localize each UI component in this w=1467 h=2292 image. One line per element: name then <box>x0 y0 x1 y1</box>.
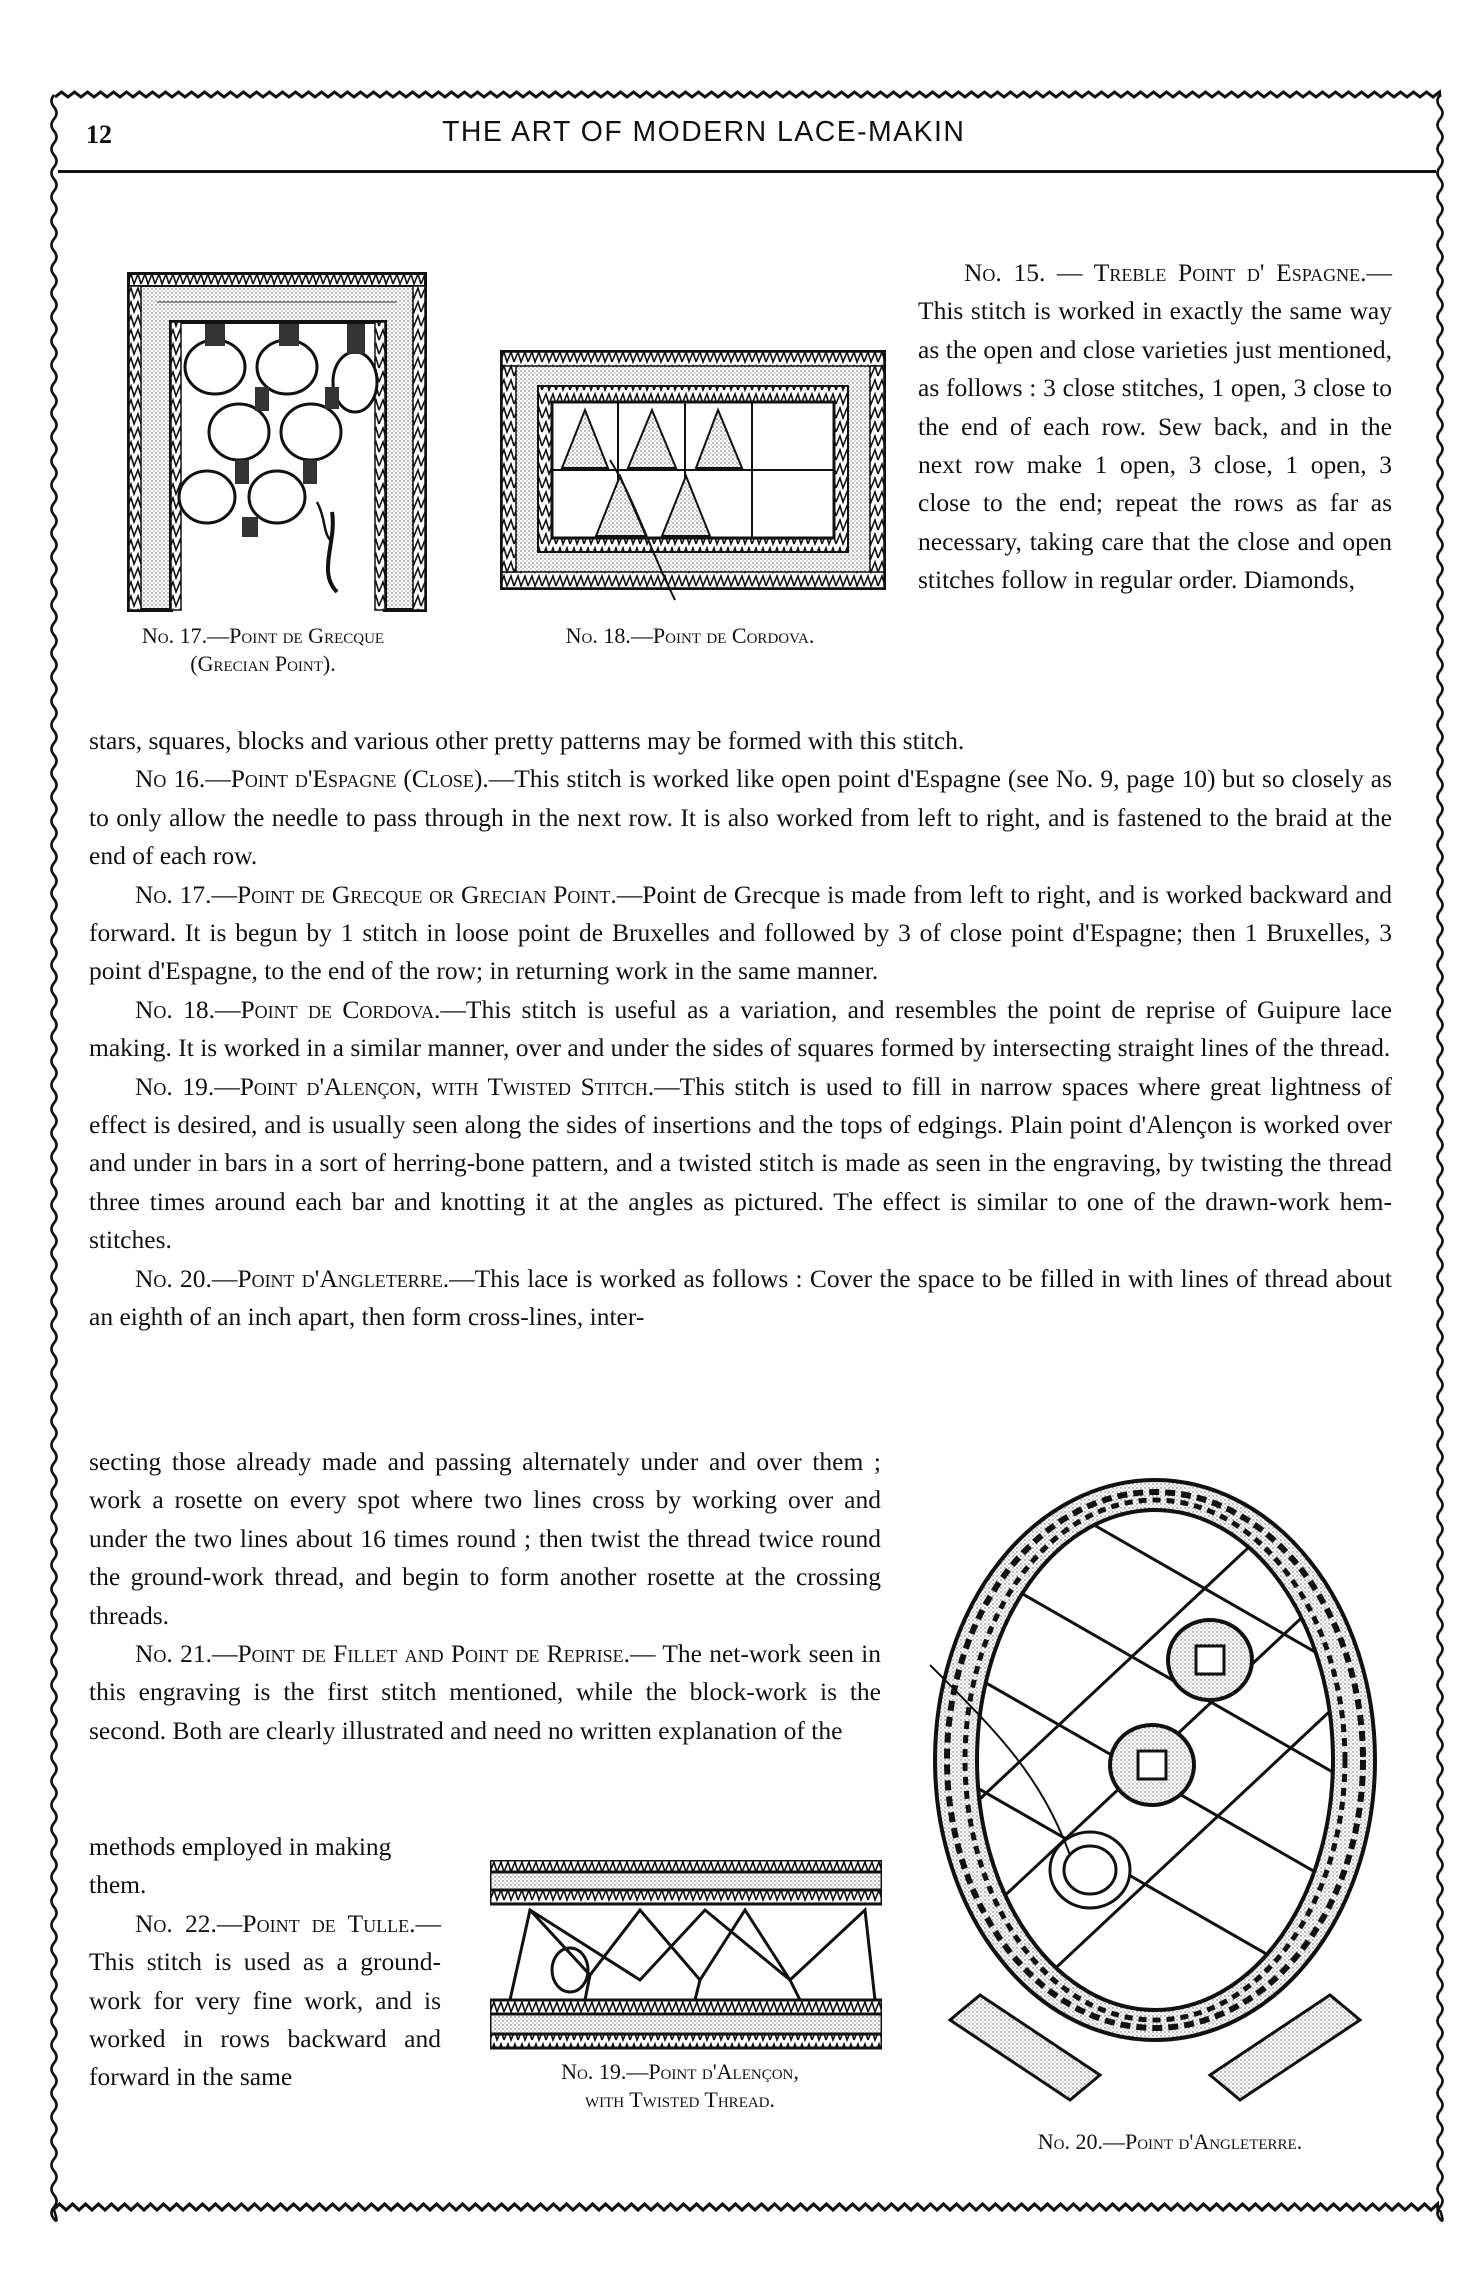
section-no18-heading: No. 18.—Point de Cordova. <box>135 994 441 1024</box>
section-no18-paragraph <box>89 991 1392 1068</box>
cordova-point-illustration <box>500 350 886 602</box>
section-no21-paragraph <box>89 1635 881 1750</box>
border-bottom-wave <box>53 2204 1438 2210</box>
section-no22-body: —This stitch is used as a ground-work for very fine work, and is worked in rows backward and forward in the same <box>89 1908 441 2092</box>
section-no20-paragraph <box>89 1260 1392 1337</box>
figure-19-caption <box>470 2058 890 2114</box>
section-no16-body: —This stitch is worked like open point d'Espagne (see No. 9, page 10) but so closely as to only allow the needle to pass through in the next row. It is also worked from left to right, and is fastened to the braid at the end of each row. <box>89 764 1393 871</box>
section-no19-body: —This stitch is used to fill in narrow spaces where great lightness of effect is desired, and is usually seen along the sides of insertions and the tops of edgings. Plain point d'Alençon is worked over and under in bars in a sort of herring-bone pattern, and a twisted stitch is made as seen in the engraving, by twisting the thread three times around each bar and knotting it at the angles as pictured. The effect is similar to one of the drawn-work hem-stitches. <box>89 1071 1392 1255</box>
figure-19-point-dalencon <box>490 1860 882 2050</box>
section-no17-heading: No. 17.—Point de Grecque or Grecian Point. <box>135 879 617 909</box>
figure-19-caption-line1: No. 19.—Point d'Alençon, <box>561 2059 799 2084</box>
figure-19-caption-line2: with Twisted Thread. <box>584 2087 776 2112</box>
grecian-point-illustration <box>127 272 427 612</box>
section-no15-continued: stars, squares, blocks and various other pretty patterns may be formed with this stitch. <box>89 726 965 755</box>
figure-18-point-de-cordova <box>500 350 886 602</box>
section-no15-heading: No. 15. — Treble Point d' Espagne. <box>964 258 1367 287</box>
section-no18-body: —This stitch is useful as a variation, and resembles the point de reprise of Guipure lace making. It is worked in a similar manner, over and under the sides of squares formed by intersecting straight lines of the thread. <box>89 994 1392 1063</box>
section-no15-body: —This stitch is worked in exactly the same way as the open and close varieties just mentioned, as follows : 3 close stitches, 1 open, 3 close to the end of each row. Sew back, and in the next row make 1 open, 3 close, 1 open, 3 close to the end; repeat the rows as far as necessary, taking care that the close and open stitches follow in regular order. Diamonds, <box>918 258 1392 595</box>
section-no20-heading: No. 20.—Point d'Angleterre. <box>135 1263 450 1293</box>
figure-17-caption <box>98 622 428 678</box>
figure-17-caption-line2: (Grecian Point). <box>190 651 336 676</box>
section-no15-column <box>918 254 1392 600</box>
page-number: 12 <box>86 120 112 149</box>
alencon-twisted-thread-illustration <box>490 1860 882 2050</box>
running-title: THE ART OF MODERN LACE-MAKIN <box>442 116 966 148</box>
section-no17-paragraph <box>89 876 1392 991</box>
section-no20-continued: secting those already made and passing alternately under and over them ; work a rosette on every spot where two lines cross by working over and under the two lines about 16 times round ; then twist the thread twice round the ground-work thread, and begin to form another rosette at the crossing threads. <box>89 1447 881 1630</box>
left-column-block <box>89 1443 881 1750</box>
section-no21-continued: methods employed in making them. <box>89 1832 392 1900</box>
figure-20-caption: No. 20.—Point d'Angleterre. <box>1037 2129 1303 2154</box>
border-left-wave <box>52 95 57 2221</box>
header-rule <box>58 170 1436 173</box>
figure-20-point-dangleterre <box>920 1475 1390 2115</box>
figure-18-caption: No. 18.—Point de Cordova. <box>565 623 815 648</box>
section-no21-heading: No. 21.—Point de Fillet and Point de Reprise. <box>135 1639 630 1669</box>
section-no20-body: —This lace is worked as follows : Cover the space to be filled in with lines of thread about an eighth of an inch apart, then form cross-lines, inter- <box>89 1263 1393 1332</box>
section-no15-paragraph <box>918 254 1392 600</box>
section-no17-body: —Point de Grecque is made from left to right, and is worked backward and forward. It is begun by 1 stitch in loose point de Bruxelles and followed by 3 of close point d'Espagne; then 1 Bruxelles, 3 point d'Espagne, to the end of the row; in returning work in the same manner. <box>89 879 1392 986</box>
section-no21-body: — The net-work seen in this engraving is the first stitch mentioned, while the block-work is the second. Both are clearly illustrated and need no written explanation of the <box>89 1639 881 1745</box>
figure-17-caption-line1: No. 17.—Point de Grecque <box>141 623 385 648</box>
narrow-column-block <box>89 1828 441 2097</box>
border-top-wave <box>55 92 1440 97</box>
border-right-wave <box>1438 95 1443 2221</box>
angleterre-rosette-illustration <box>920 1475 1390 2115</box>
section-no16-paragraph <box>89 760 1392 875</box>
section-no22-heading: No. 22.—Point de Tulle. <box>135 1908 416 1938</box>
main-text-block <box>89 722 1392 1337</box>
figure-17-point-de-grecque <box>127 272 427 612</box>
section-no16-heading: No 16.—Point d'Espagne (Close). <box>135 764 489 794</box>
section-no19-paragraph <box>89 1068 1392 1260</box>
section-no19-heading: No. 19.—Point d'Alençon, with Twisted Stitch. <box>135 1071 655 1101</box>
section-no22-paragraph <box>89 1905 441 2097</box>
